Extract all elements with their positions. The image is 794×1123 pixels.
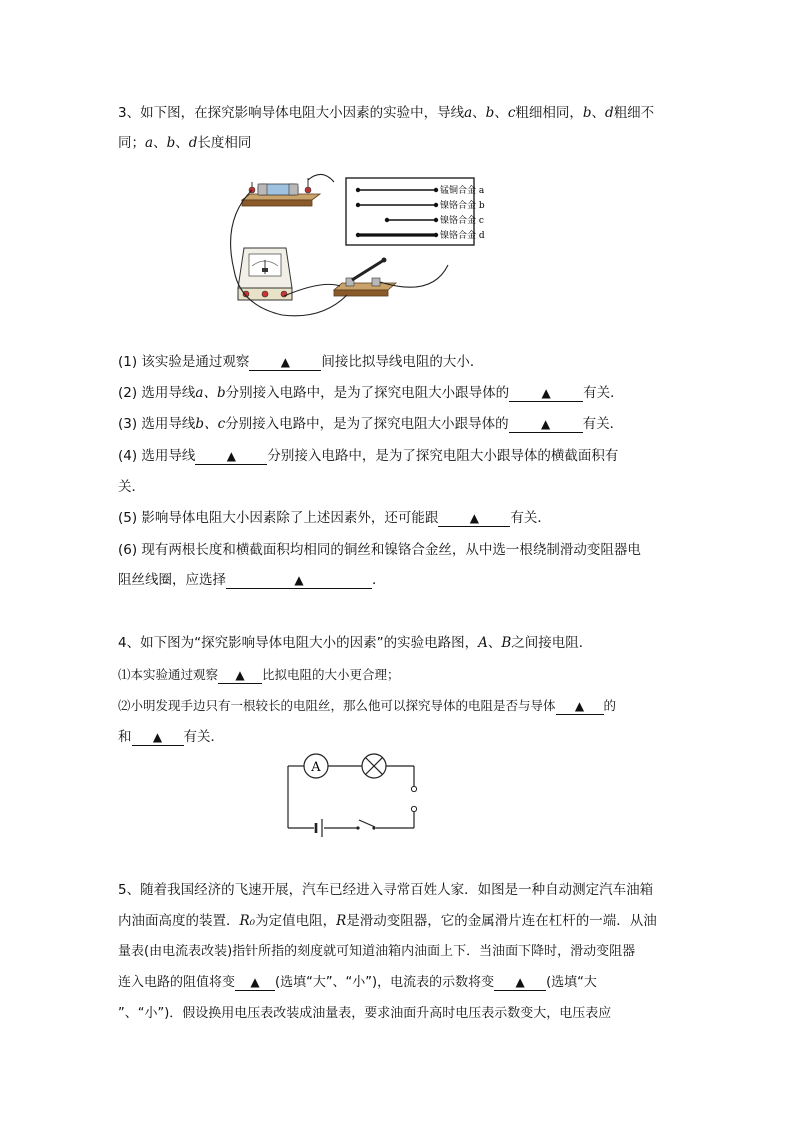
connecting-wire-2 <box>308 174 334 182</box>
q3-intro-line1: 3、如下图，在探究影响导体电阻大小因素的实验中，导线a、b、c粗细相同，b、d粗细不 <box>118 105 655 121</box>
q3-intro-line2: 同；a、b、d长度相同 <box>118 135 252 151</box>
answer-blank[interactable]: ▲ <box>235 974 275 991</box>
q4-sub1: ⑴本实验通过观察 ▲ 比拟电阻的大小更合理； <box>118 667 400 682</box>
q4-circuit-diagram <box>282 752 422 838</box>
q3-sub6-cont: 阻丝线圈，应选择 ▲ ． <box>118 572 386 588</box>
q3-sub3: (3) 选用导线b、c分别接入电路中，是为了探究电阻大小跟导体的 ▲ 有关． <box>118 416 624 432</box>
q3-apparatus-figure <box>212 170 502 320</box>
q5-line3: 量表(由电流表改装)指针所指的刻度就可知道油箱内油面上下．当油面下降时，滑动变阻器 <box>118 944 636 959</box>
answer-blank[interactable]: ▲ <box>132 729 184 746</box>
terminal-b <box>411 806 416 811</box>
wire-label-c: 镍铬合金 c <box>440 216 484 226</box>
wire-label-a: 锰铜合金 a <box>440 186 485 196</box>
ammeter <box>238 248 292 300</box>
answer-blank[interactable]: ▲ <box>218 667 262 684</box>
answer-blank[interactable]: ▲ <box>556 698 604 715</box>
q3-sub1: (1) 该实验是通过观察 ▲ 间接比拟导线电阻的大小． <box>118 354 484 370</box>
q5-line1: 5、随着我国经济的飞速开展，汽车已经进入寻常百姓人家．如图是一种自动测定汽车油箱 <box>118 882 654 898</box>
answer-blank[interactable]: ▲ <box>226 572 372 589</box>
q3-sub5: (5) 影响导体电阻大小因素除了上述因素外，还可能跟 ▲ 有关． <box>118 510 551 526</box>
q4-sub2: ⑵小明发现手边只有一根较长的电阻丝，那么他可以探究导体的电阻是否与导体 ▲ 的 <box>118 698 617 713</box>
answer-blank[interactable]: ▲ <box>195 448 267 465</box>
q4-sub2-cont: 和 ▲ 有关． <box>118 729 224 745</box>
wire-label-d: 镍铬合金 d <box>440 231 485 241</box>
q3-sub4: (4) 选用导线 ▲ 分别接入电路中，是为了探究电阻大小跟导体的横截面积有 <box>118 448 619 464</box>
q3-sub6: (6) 现有两根长度和横截面积均相同的铜丝和镍铬合金丝，从中选一根绕制滑动变阻器电 <box>118 542 641 558</box>
q5-line5: ”、“小”)．假设换用电压表改装成油量表，要求油面升高时电压表示数变大，电压表应 <box>118 1006 612 1021</box>
ammeter-label: A <box>311 760 321 775</box>
knife-switch <box>334 258 396 297</box>
answer-blank[interactable]: ▲ <box>249 354 321 371</box>
bulb-holder <box>242 178 320 206</box>
q5-line4: 连入电路的阻值将变 ▲ (选填“大”、“小”)，电流表的示数将变 ▲ (选填“大 <box>118 975 597 990</box>
answer-blank[interactable]: ▲ <box>509 385 583 402</box>
q3-sub2: (2) 选用导线a、b分别接入电路中，是为了探究电阻大小跟导体的 ▲ 有关． <box>118 385 624 401</box>
wire-label-b: 镍铬合金 b <box>440 201 485 211</box>
q3-sub4-cont: 关． <box>118 479 145 495</box>
answer-blank[interactable]: ▲ <box>509 416 583 433</box>
answer-blank[interactable]: ▲ <box>438 510 510 527</box>
terminal-a <box>411 786 416 791</box>
answer-blank[interactable]: ▲ <box>494 974 546 991</box>
q4-intro: 4、如下图为“探究影响导体电阻大小的因素”的实验电路图，A、B之间接电阻． <box>118 635 593 651</box>
q5-line2: 内油面高度的装置．R₀为定值电阻，R是滑动变阻器，它的金属滑片连在杠杆的一端．从油 <box>118 913 657 929</box>
